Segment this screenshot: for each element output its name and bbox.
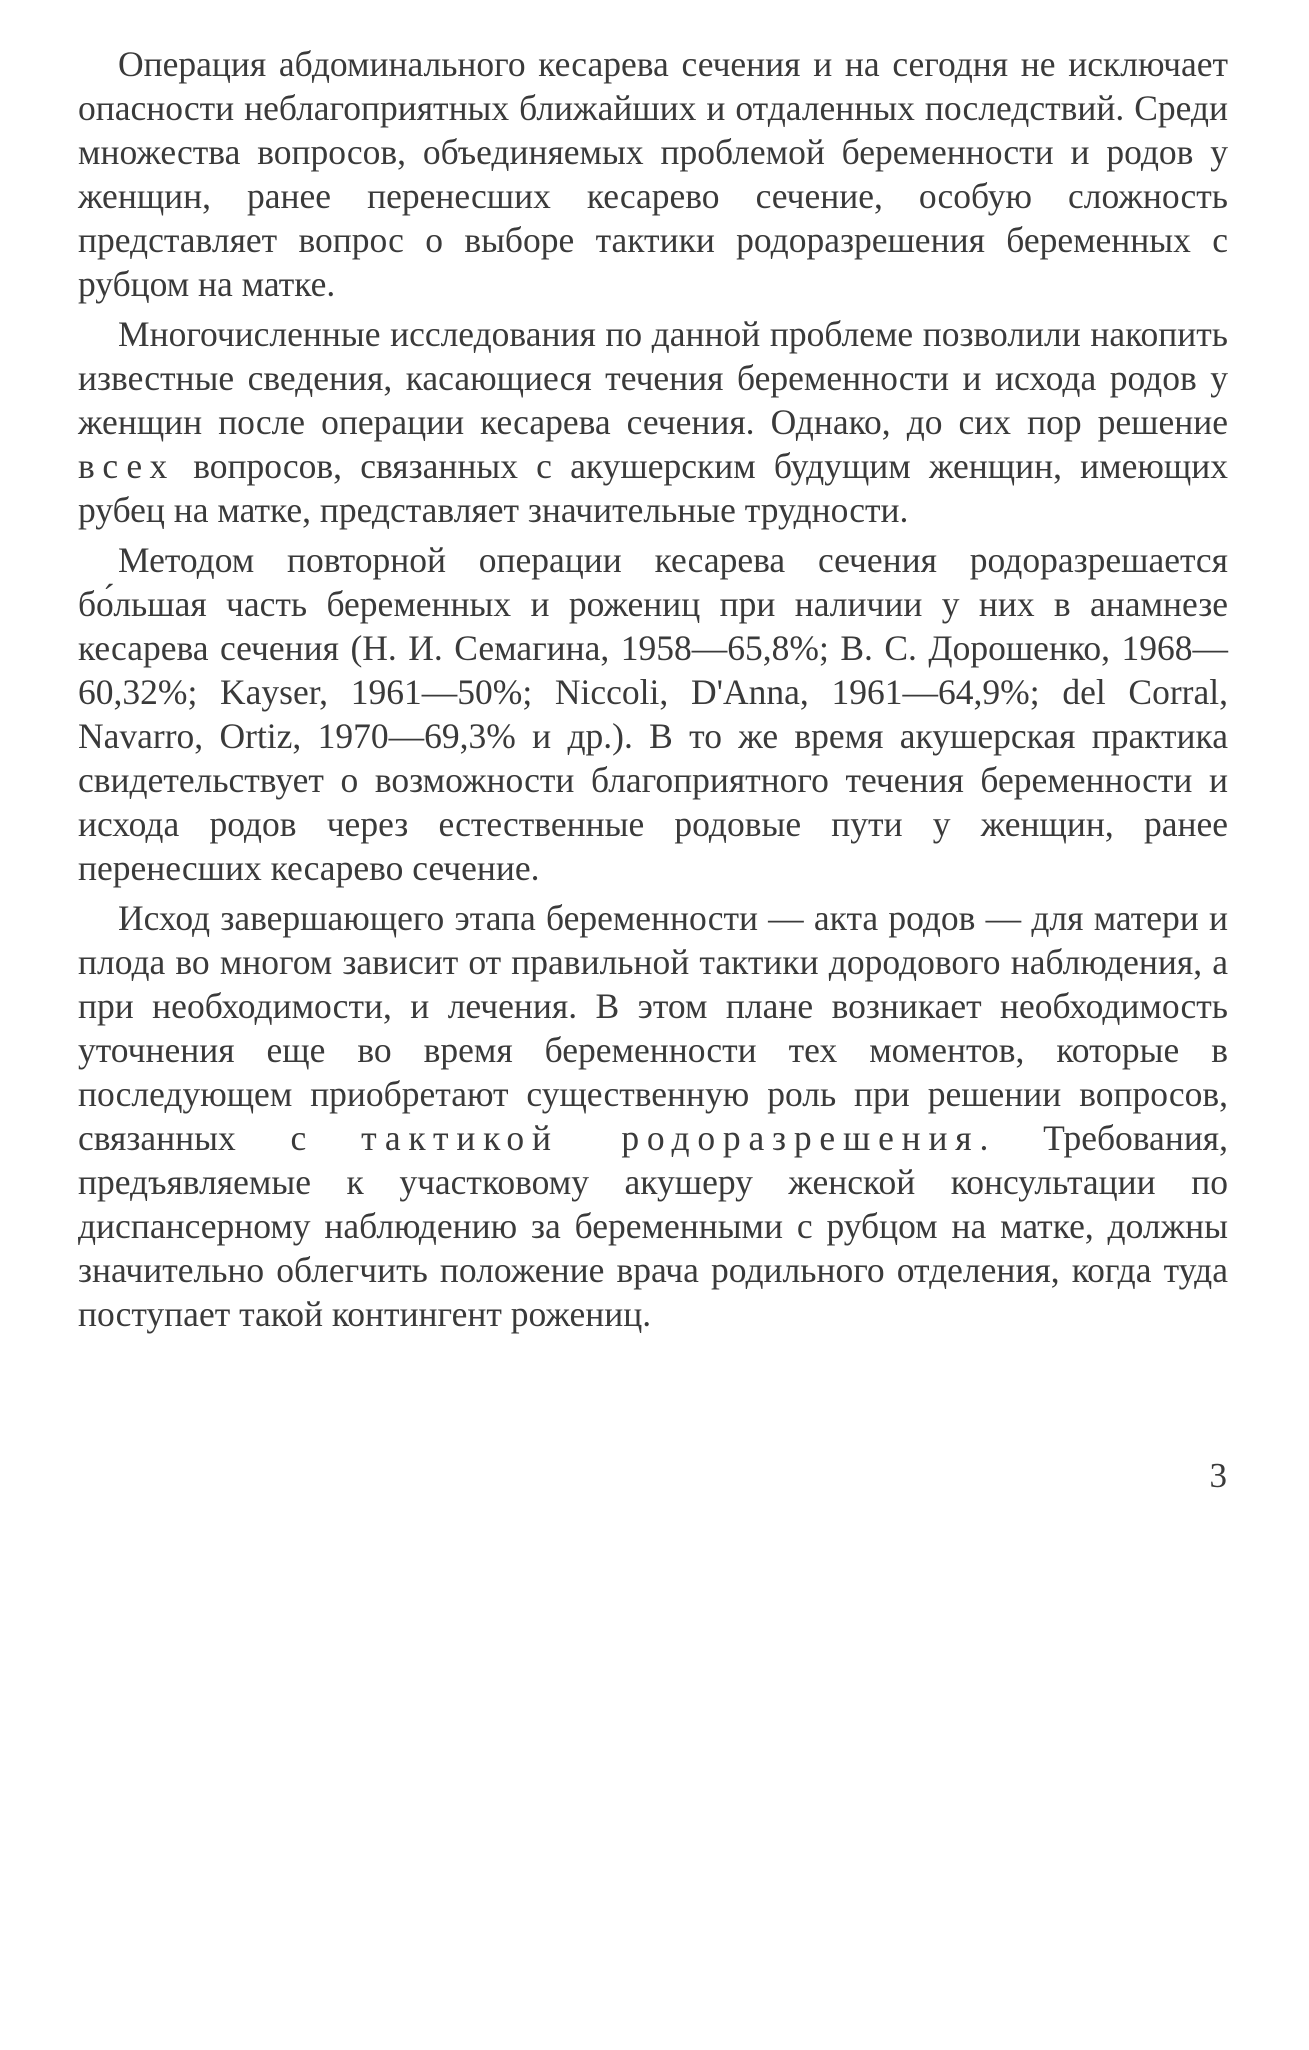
paragraph-3 bbox=[78, 538, 1228, 890]
page-number: 3 bbox=[1209, 1456, 1227, 1495]
body-text bbox=[78, 42, 1228, 1342]
paragraph-1-text: Операция абдоминального кесарева сечения и на сегодня не исключает опасности неблагоприятных ближайших и отдаленных последствий. Среди множества вопросов, объединяемых проблемой беременности и родов у женщин, ранее перенесших кесарево сечение, особую сложность представляет вопрос о выборе тактики родоразрешения беременных с рубцом на матке. bbox=[78, 44, 1228, 304]
paragraph-1 bbox=[78, 42, 1228, 306]
paragraph-4 bbox=[78, 896, 1228, 1336]
paragraph-4-text-a: Исход завершающего этапа беременности — акта родов — для матери и плода во многом зависит от правильной тактики дородового наблюдения, а при необходимости, и лечения. В этом плане возникает необходимость уточнения еще во время беременности тех моментов, которые в последующем приобретают существенную роль при решении вопросов, связанных с bbox=[78, 898, 1228, 1158]
paragraph-4-emphasis: тактикой родоразрешения bbox=[361, 1118, 980, 1158]
paragraph-2 bbox=[78, 312, 1228, 532]
paragraph-3-text: Методом повторной операции кесарева сечения родоразрешается бо́льшая часть беременных и рожениц при наличии у них в анамнезе кесарева сечения (Н. И. Семагина, 1958—65,8%; В. С. Дорошенко, 1968—60,32%; Kayser, 1961—50%; Niccoli, D'Anna, 1961—64,9%; del Corral, Navarro, Ortiz, 1970—69,3% и др.). В то же время акушерская практика свидетельствует о возможности благоприятного течения беременности и исхода родов через естественные родовые пути у женщин, ранее перенесших кесарево сечение. bbox=[78, 540, 1228, 888]
paragraph-4-text-b: . Требования, предъявляемые к участковому акушеру женской консультации по диспансерному наблюдению за беременными с рубцом на матке, должны значительно облегчить положение врача родильного отделения, когда туда поступает такой контингент рожениц. bbox=[78, 1118, 1229, 1334]
paragraph-2-text-b: вопросов, связанных с акушерским будущим женщин, имеющих рубец на матке, представляет значительные трудности. bbox=[78, 446, 1228, 530]
paragraph-2-emphasis: всех bbox=[78, 446, 176, 486]
paragraph-2-text-a: Многочисленные исследования по данной проблеме позволили накопить известные сведения, касающиеся течения беременности и исхода родов у женщин после операции кесарева сечения. Однако, до сих пор решение bbox=[78, 314, 1228, 442]
